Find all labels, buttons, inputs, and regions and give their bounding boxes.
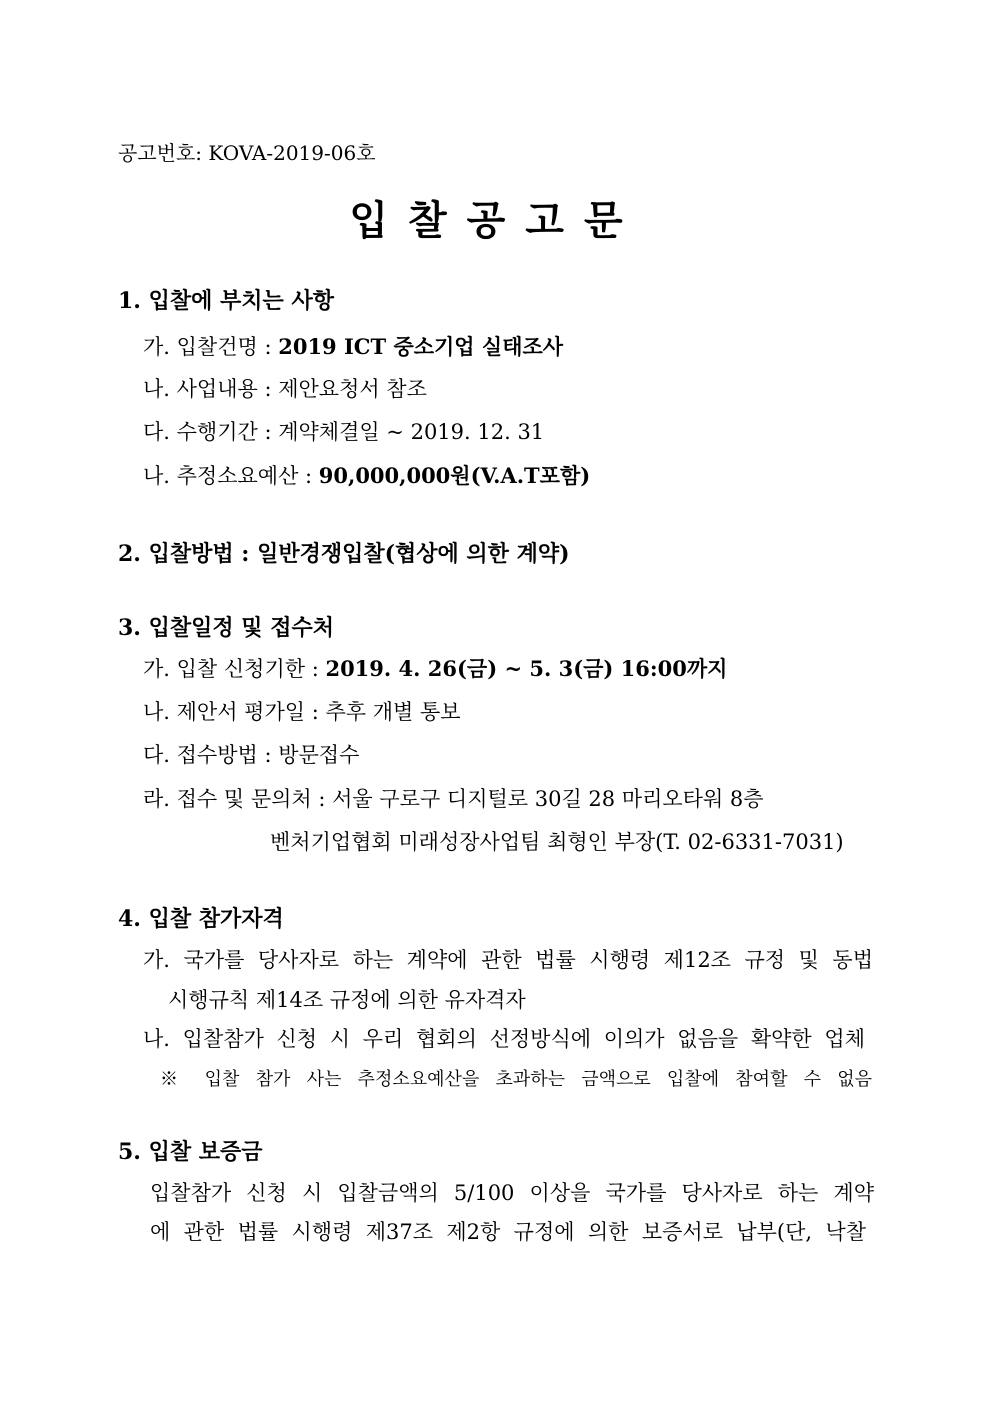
section-2-heading: 2. 입찰방법 : 일반경쟁입찰(협상에 의한 계약) xyxy=(118,541,570,567)
notice-number: 공고번호: KOVA-2019-06호 xyxy=(118,141,376,165)
section-1-item-c: 다. 수행기간 : 계약체결일 ~ 2019. 12. 31 xyxy=(143,420,545,444)
section-1-item-b: 나. 사업내용 : 제안요청서 참조 xyxy=(143,377,427,401)
section-3-item-b: 나. 제안서 평가일 : 추후 개별 통보 xyxy=(143,700,461,724)
section-4-item-a-line2: 시행규칙 제14조 규정에 의한 유자격자 xyxy=(168,988,526,1012)
item-label: 가. 입찰건명 : xyxy=(143,335,279,359)
estimated-budget: 90,000,000원(V.A.T포함) xyxy=(318,463,591,488)
page-title: 입찰공고문 xyxy=(349,198,643,244)
section-1-item-a xyxy=(143,333,563,361)
section-3-item-a xyxy=(143,655,727,683)
section-4-heading: 4. 입찰 참가자격 xyxy=(118,906,284,932)
application-deadline: 2019. 4. 26(금) ~ 5. 3(금) 16:00까지 xyxy=(325,656,728,681)
item-label: 가. 입찰 신청기한 : xyxy=(143,657,326,681)
section-4-note: ※ 입찰 참가 사는 추정소요예산을 초과하는 금액으로 입찰에 참여할 수 없음 xyxy=(160,1069,872,1090)
section-5-line1: 입찰참가 신청 시 입찰금액의 5/100 이상을 국가를 당사자로 하는 계약 xyxy=(150,1181,874,1205)
contact-info: 벤처기업협회 미래성장사업팀 최형인 부장(T. 02-6331-7031) xyxy=(270,830,844,854)
section-4-item-a-line1: 가. 국가를 당사자로 하는 계약에 관한 법률 시행령 제12조 규정 및 동법 xyxy=(143,948,873,972)
section-1-heading: 1. 입찰에 부치는 사항 xyxy=(118,288,334,314)
project-name: 2019 ICT 중소기업 실태조사 xyxy=(278,334,564,359)
section-4-item-b: 나. 입찰참가 신청 시 우리 협회의 선정방식에 이의가 없음을 확약한 업체 xyxy=(143,1027,865,1051)
section-3-item-c: 다. 접수방법 : 방문접수 xyxy=(143,743,360,767)
section-5-line2: 에 관한 법률 시행령 제37조 제2항 규정에 의한 보증서로 납부(단, 낙찰 xyxy=(150,1220,866,1244)
item-label: 나. 추정소요예산 : xyxy=(143,464,319,488)
section-3-item-d: 라. 접수 및 문의처 : 서울 구로구 디지털로 30길 28 마리오타워 8층 xyxy=(143,787,764,811)
section-3-heading: 3. 입찰일정 및 접수처 xyxy=(118,615,334,641)
section-5-heading: 5. 입찰 보증금 xyxy=(118,1139,263,1165)
section-1-item-d xyxy=(143,462,590,490)
